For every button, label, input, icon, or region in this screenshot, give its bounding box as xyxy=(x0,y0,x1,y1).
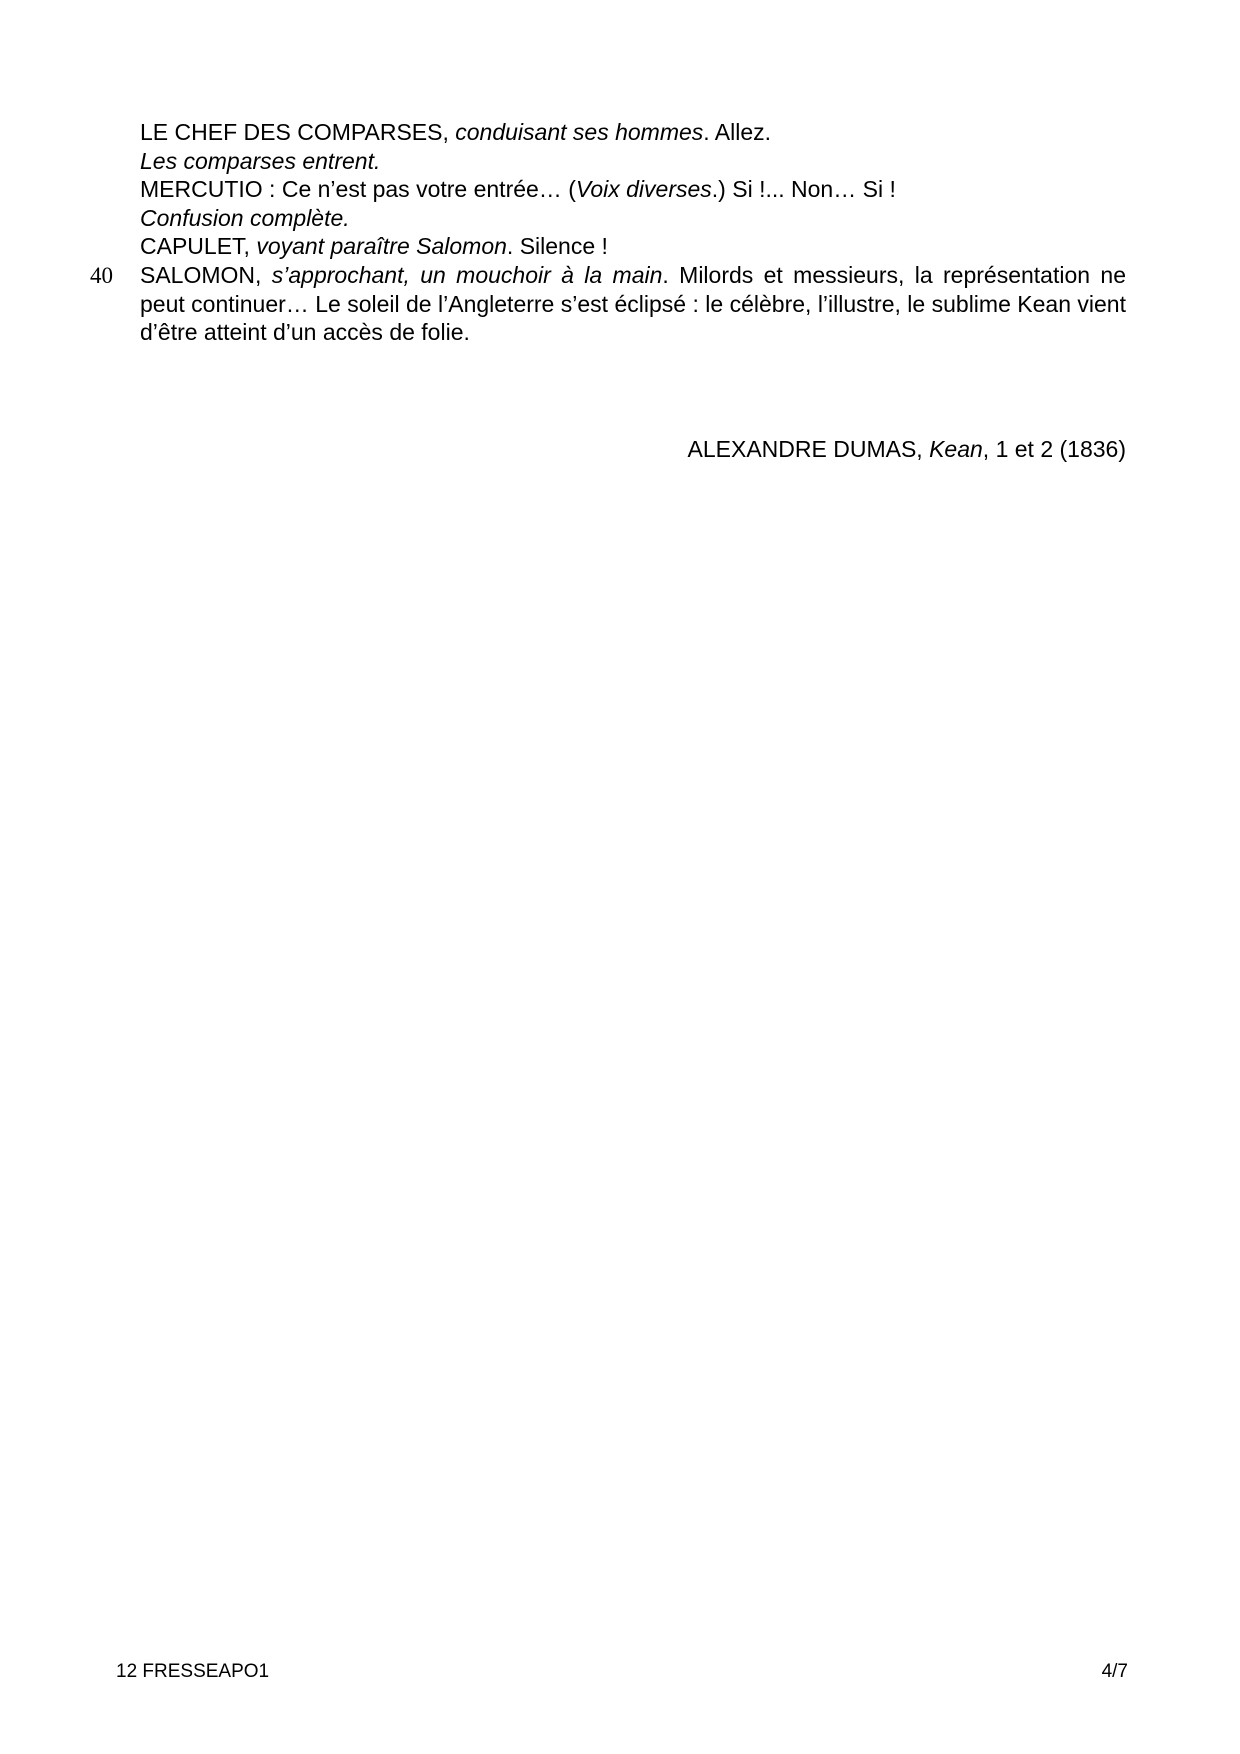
source-attribution xyxy=(688,435,1126,464)
author-name: ALEXANDRE DUMAS, xyxy=(687,436,930,462)
exam-code: 12 FRESSEAPO1 xyxy=(116,1661,270,1682)
stage-direction-line: Confusion complète. xyxy=(140,204,350,231)
dialogue-line-mercutio xyxy=(140,175,1126,204)
dialogue-line-salomon xyxy=(140,261,1126,347)
stage-direction: voyant paraître Salomon xyxy=(256,233,507,260)
dialogue-line-chef xyxy=(140,118,1126,147)
excerpt-text xyxy=(140,118,1126,347)
stage-direction: conduisant ses hommes xyxy=(455,119,704,145)
stage-direction: s’approchant, un mouchoir à la main xyxy=(271,261,663,288)
speech-text: . Allez. xyxy=(703,119,772,145)
speech-text: . Milords et messieurs, la représentation ne peut continuer… Le soleil de l’Angleterre s’est éclipsé : le célèbre, l’illustre, le sublime Kean vient d’être atteint d’un accès de folie. xyxy=(140,261,1126,346)
line-number: 40 xyxy=(90,263,113,288)
speaker-name: SALOMON, xyxy=(140,261,272,288)
stage-direction-line: Les comparses entrent. xyxy=(140,147,381,174)
speaker-name: MERCUTIO : Ce n’est pas votre entrée… ( xyxy=(140,176,576,203)
speaker-name: LE CHEF DES COMPARSES, xyxy=(140,119,456,145)
speech-text: .) Si !... Non… Si ! xyxy=(711,176,896,203)
speech-text: . Silence ! xyxy=(506,233,608,260)
stage-direction: Voix diverses xyxy=(575,176,712,203)
page-number: 4/7 xyxy=(1101,1661,1128,1682)
work-title: Kean xyxy=(929,436,983,462)
source-details: , 1 et 2 (1836) xyxy=(982,436,1126,462)
speaker-name: CAPULET, xyxy=(140,233,257,260)
dialogue-line-capulet xyxy=(140,232,1126,261)
